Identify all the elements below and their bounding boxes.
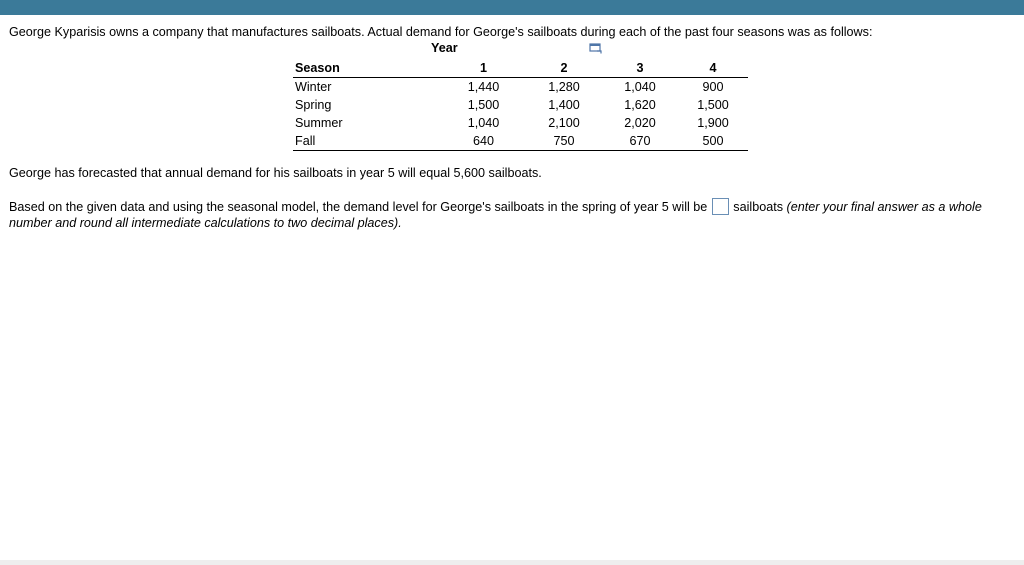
- season-label: Winter: [295, 80, 332, 94]
- forecast-text: George has forecasted that annual demand for his sailboats in year 5 will equal 5,600 sailboats.: [9, 166, 542, 180]
- demand-cell: 1,400: [548, 98, 580, 112]
- year-column-header: 3: [602, 58, 678, 78]
- question-instruction: (enter your final answer as a whole: [786, 199, 982, 214]
- top-bar: [0, 0, 1024, 15]
- demand-cell: 2,020: [624, 116, 656, 130]
- demand-cell: 500: [678, 132, 748, 151]
- demand-table: [293, 58, 748, 151]
- demand-cell: 2,100: [548, 116, 580, 130]
- question-instruction-continued: number and round all intermediate calculations to two decimal places).: [9, 216, 402, 230]
- season-label: Summer: [295, 116, 343, 130]
- demand-cell: 900: [702, 80, 724, 94]
- copy-table-icon[interactable]: [589, 43, 603, 54]
- answer-input[interactable]: [712, 198, 729, 215]
- demand-cell: 750: [526, 132, 602, 151]
- demand-cell: 640: [441, 132, 526, 151]
- season-label: Spring: [295, 98, 332, 112]
- question-line-1: [9, 198, 982, 215]
- demand-cell: 1,040: [467, 116, 500, 130]
- season-column-header: Season: [293, 58, 441, 78]
- demand-cell: 1,500: [697, 98, 729, 112]
- intro-text: George Kyparisis owns a company that manufactures sailboats. Actual demand for George's sailboats during each of the past four seasons was as follows:: [9, 25, 873, 39]
- table-row: [293, 132, 748, 151]
- question-suffix: sailboats: [733, 199, 784, 214]
- demand-cell: 1,620: [624, 98, 656, 112]
- demand-cell: 670: [602, 132, 678, 151]
- year-column-header: 4: [678, 58, 748, 78]
- year-column-header: 2: [526, 58, 602, 78]
- demand-cell: 1,500: [467, 98, 500, 112]
- demand-cell: 1,440: [467, 80, 500, 94]
- question-prefix: Based on the given data and using the seasonal model, the demand level for George's sailboats in the spring of year 5 will be: [9, 199, 708, 214]
- table-row: [293, 96, 748, 114]
- demand-cell: 1,900: [697, 116, 729, 130]
- bottom-strip: [0, 560, 1024, 565]
- season-label: Fall: [293, 132, 441, 151]
- year-column-header: 1: [441, 58, 526, 78]
- year-header: Year: [431, 41, 458, 55]
- table-header-row: [293, 58, 748, 78]
- demand-cell: 1,280: [548, 80, 580, 94]
- table-row: [293, 114, 748, 132]
- demand-cell: 1,040: [624, 80, 656, 94]
- table-row: [293, 78, 748, 97]
